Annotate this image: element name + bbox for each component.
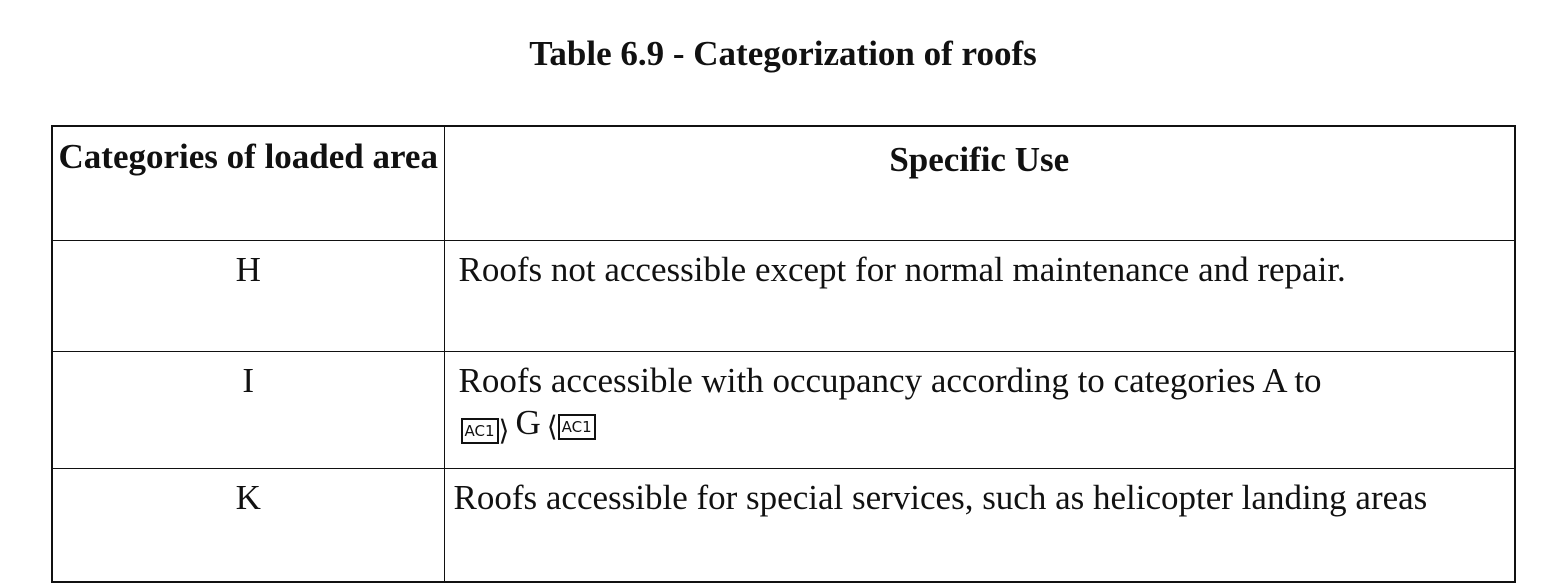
category-cell: K <box>52 469 444 583</box>
use-cell: Roofs not accessible except for normal maintenance and repair. <box>444 241 1515 352</box>
header-specific-use: Specific Use <box>444 126 1515 241</box>
amendment-end-label: AC1 <box>558 414 596 440</box>
header-categories: Categories of loaded area <box>52 126 444 241</box>
amendment-start-label: AC1 <box>461 418 499 444</box>
category-cell: I <box>52 352 444 469</box>
use-cell: Roofs accessible for special services, such as helicopter landing areas <box>444 469 1515 583</box>
category-cell: H <box>52 241 444 352</box>
table-header-row <box>52 126 1515 241</box>
table-caption: Table 6.9 - Categorization of roofs <box>529 34 1037 73</box>
amendment-start-arrow-icon: ⟩ <box>498 414 510 447</box>
table-row <box>52 469 1515 583</box>
table-row <box>52 241 1515 352</box>
category-range-end: G <box>515 403 541 442</box>
use-cell <box>444 352 1515 469</box>
amendment-start-mark <box>461 414 510 447</box>
roof-categorization-table <box>51 125 1516 583</box>
amendment-end-mark <box>546 410 596 443</box>
amendment-end-arrow-icon: ⟨ <box>546 410 558 443</box>
table-row <box>52 352 1515 469</box>
use-text: Roofs accessible with occupancy according to categories A to <box>458 361 1322 400</box>
